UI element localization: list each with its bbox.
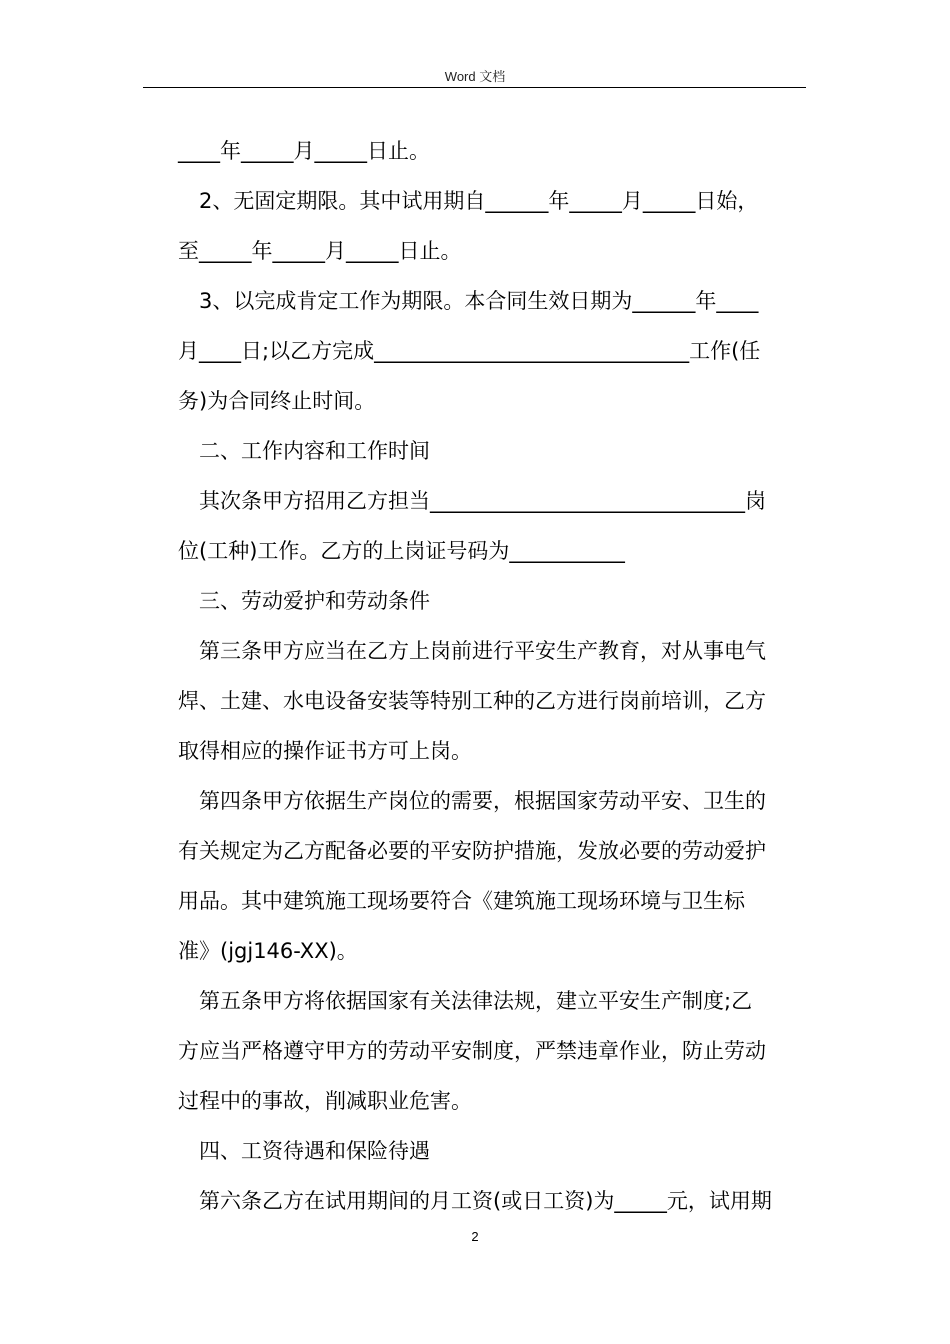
text-line: 其次条甲方招用乙方担当______________________________岗 (199, 489, 766, 513)
page-number: 2 (471, 1229, 479, 1244)
text-line: 用品。其中建筑施工现场要符合《建筑施工现场环境与卫生标 (178, 889, 745, 913)
text-line: 焊、土建、水电设备安装等特别工种的乙方进行岗前培训，乙方 (178, 689, 766, 713)
text-line: 至_____年_____月_____日止。 (178, 239, 462, 263)
text-line: 方应当严格遵守甲方的劳动平安制度，严禁违章作业，防止劳动 (178, 1039, 766, 1063)
header-divider (143, 87, 806, 88)
text-line: ____年_____月_____日止。 (178, 139, 430, 163)
section-heading: 三、劳动爱护和劳动条件 (199, 589, 430, 613)
text-line: 过程中的事故，削减职业危害。 (178, 1089, 472, 1113)
text-line: 第三条甲方应当在乙方上岗前进行平安生产教育，对从事电气 (199, 639, 766, 663)
text-line: 第四条甲方依据生产岗位的需要，根据国家劳动平安、卫生的 (199, 789, 766, 813)
text-line: 位(工种)工作。乙方的上岗证号码为___________ (178, 539, 625, 563)
text-line: 3、以完成肯定工作为期限。本合同生效日期为______年____ (199, 289, 759, 313)
text-line: 2、无固定期限。其中试用期自______年_____月_____日始， (199, 189, 759, 213)
document-body (178, 126, 806, 1226)
text-line: 准》(jgj146-XX)。 (178, 939, 358, 963)
text-line: 第五条甲方将依据国家有关法律法规，建立平安生产制度;乙 (199, 989, 753, 1013)
header-title: Word 文档 (444, 69, 506, 84)
text-line: 第六条乙方在试用期间的月工资(或日工资)为_____元，试用期 (199, 1189, 772, 1213)
section-heading: 二、工作内容和工作时间 (199, 439, 430, 463)
text-line: 有关规定为乙方配备必要的平安防护措施，发放必要的劳动爱护 (178, 839, 766, 863)
section-heading: 四、工资待遇和保险待遇 (199, 1139, 430, 1163)
text-line: 月____日;以乙方完成______________________________工作(任 (178, 339, 761, 363)
text-line: 务)为合同终止时间。 (178, 389, 376, 413)
text-line: 取得相应的操作证书方可上岗。 (178, 739, 472, 763)
